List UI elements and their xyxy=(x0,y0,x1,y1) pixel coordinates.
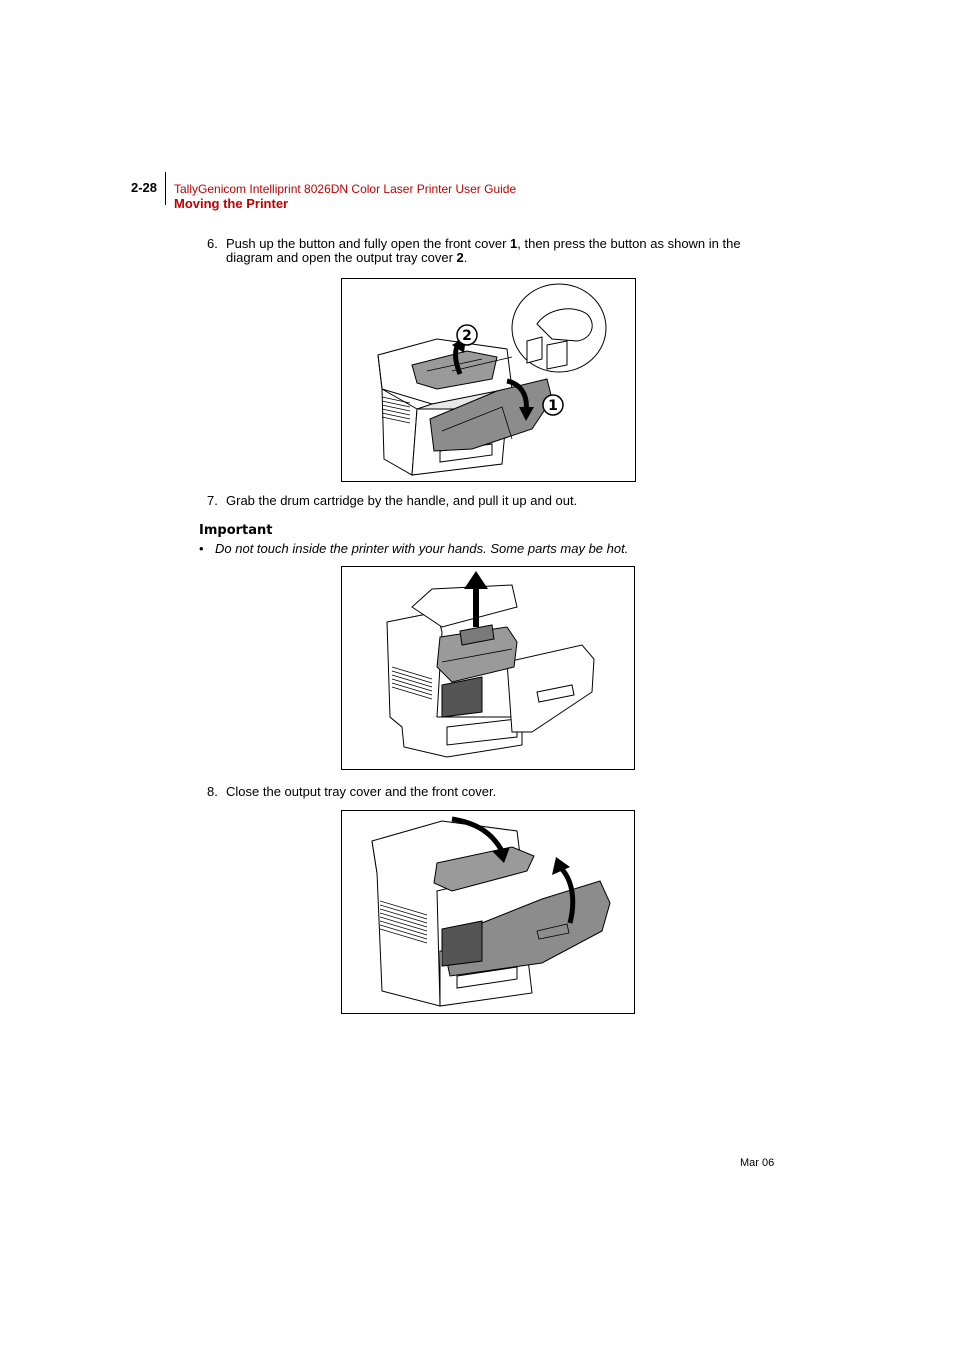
header-divider xyxy=(165,172,166,205)
figure-close-covers xyxy=(341,810,635,1014)
step-6 xyxy=(207,237,787,267)
important-bullet xyxy=(199,541,659,557)
figure-open-covers xyxy=(341,278,636,482)
step-number: 6. xyxy=(207,236,218,251)
document-title: TallyGenicom Intelliprint 8026DN Color Laser Printer User Guide xyxy=(174,182,517,196)
step-number: 7. xyxy=(207,493,218,508)
step-text: Grab the drum cartridge by the handle, and pull it up and out. xyxy=(226,493,578,508)
step-number: 8. xyxy=(207,784,218,799)
printer-illustration-open xyxy=(342,279,635,481)
important-heading: Important xyxy=(199,523,273,538)
callout-1: 1 xyxy=(548,398,558,414)
figure-remove-drum xyxy=(341,566,635,770)
printer-illustration-drum xyxy=(342,567,634,769)
footer-date: Mar 06 xyxy=(740,1157,775,1169)
step-text: Push up the button and fully open the front cover 1, then press the button as shown in the diagram and open the output tray cover 2. xyxy=(226,236,741,265)
printer-illustration-close xyxy=(342,811,634,1013)
section-title: Moving the Printer xyxy=(174,196,289,211)
page-number: 2-28 xyxy=(131,180,158,195)
callout-2: 2 xyxy=(462,328,472,344)
step-7 xyxy=(207,494,787,510)
step-text: Close the output tray cover and the front cover. xyxy=(226,784,497,799)
step-8 xyxy=(207,785,787,801)
important-text: Do not touch inside the printer with your hands. Some parts may be hot. xyxy=(215,541,629,556)
bullet-marker: • xyxy=(199,541,204,556)
